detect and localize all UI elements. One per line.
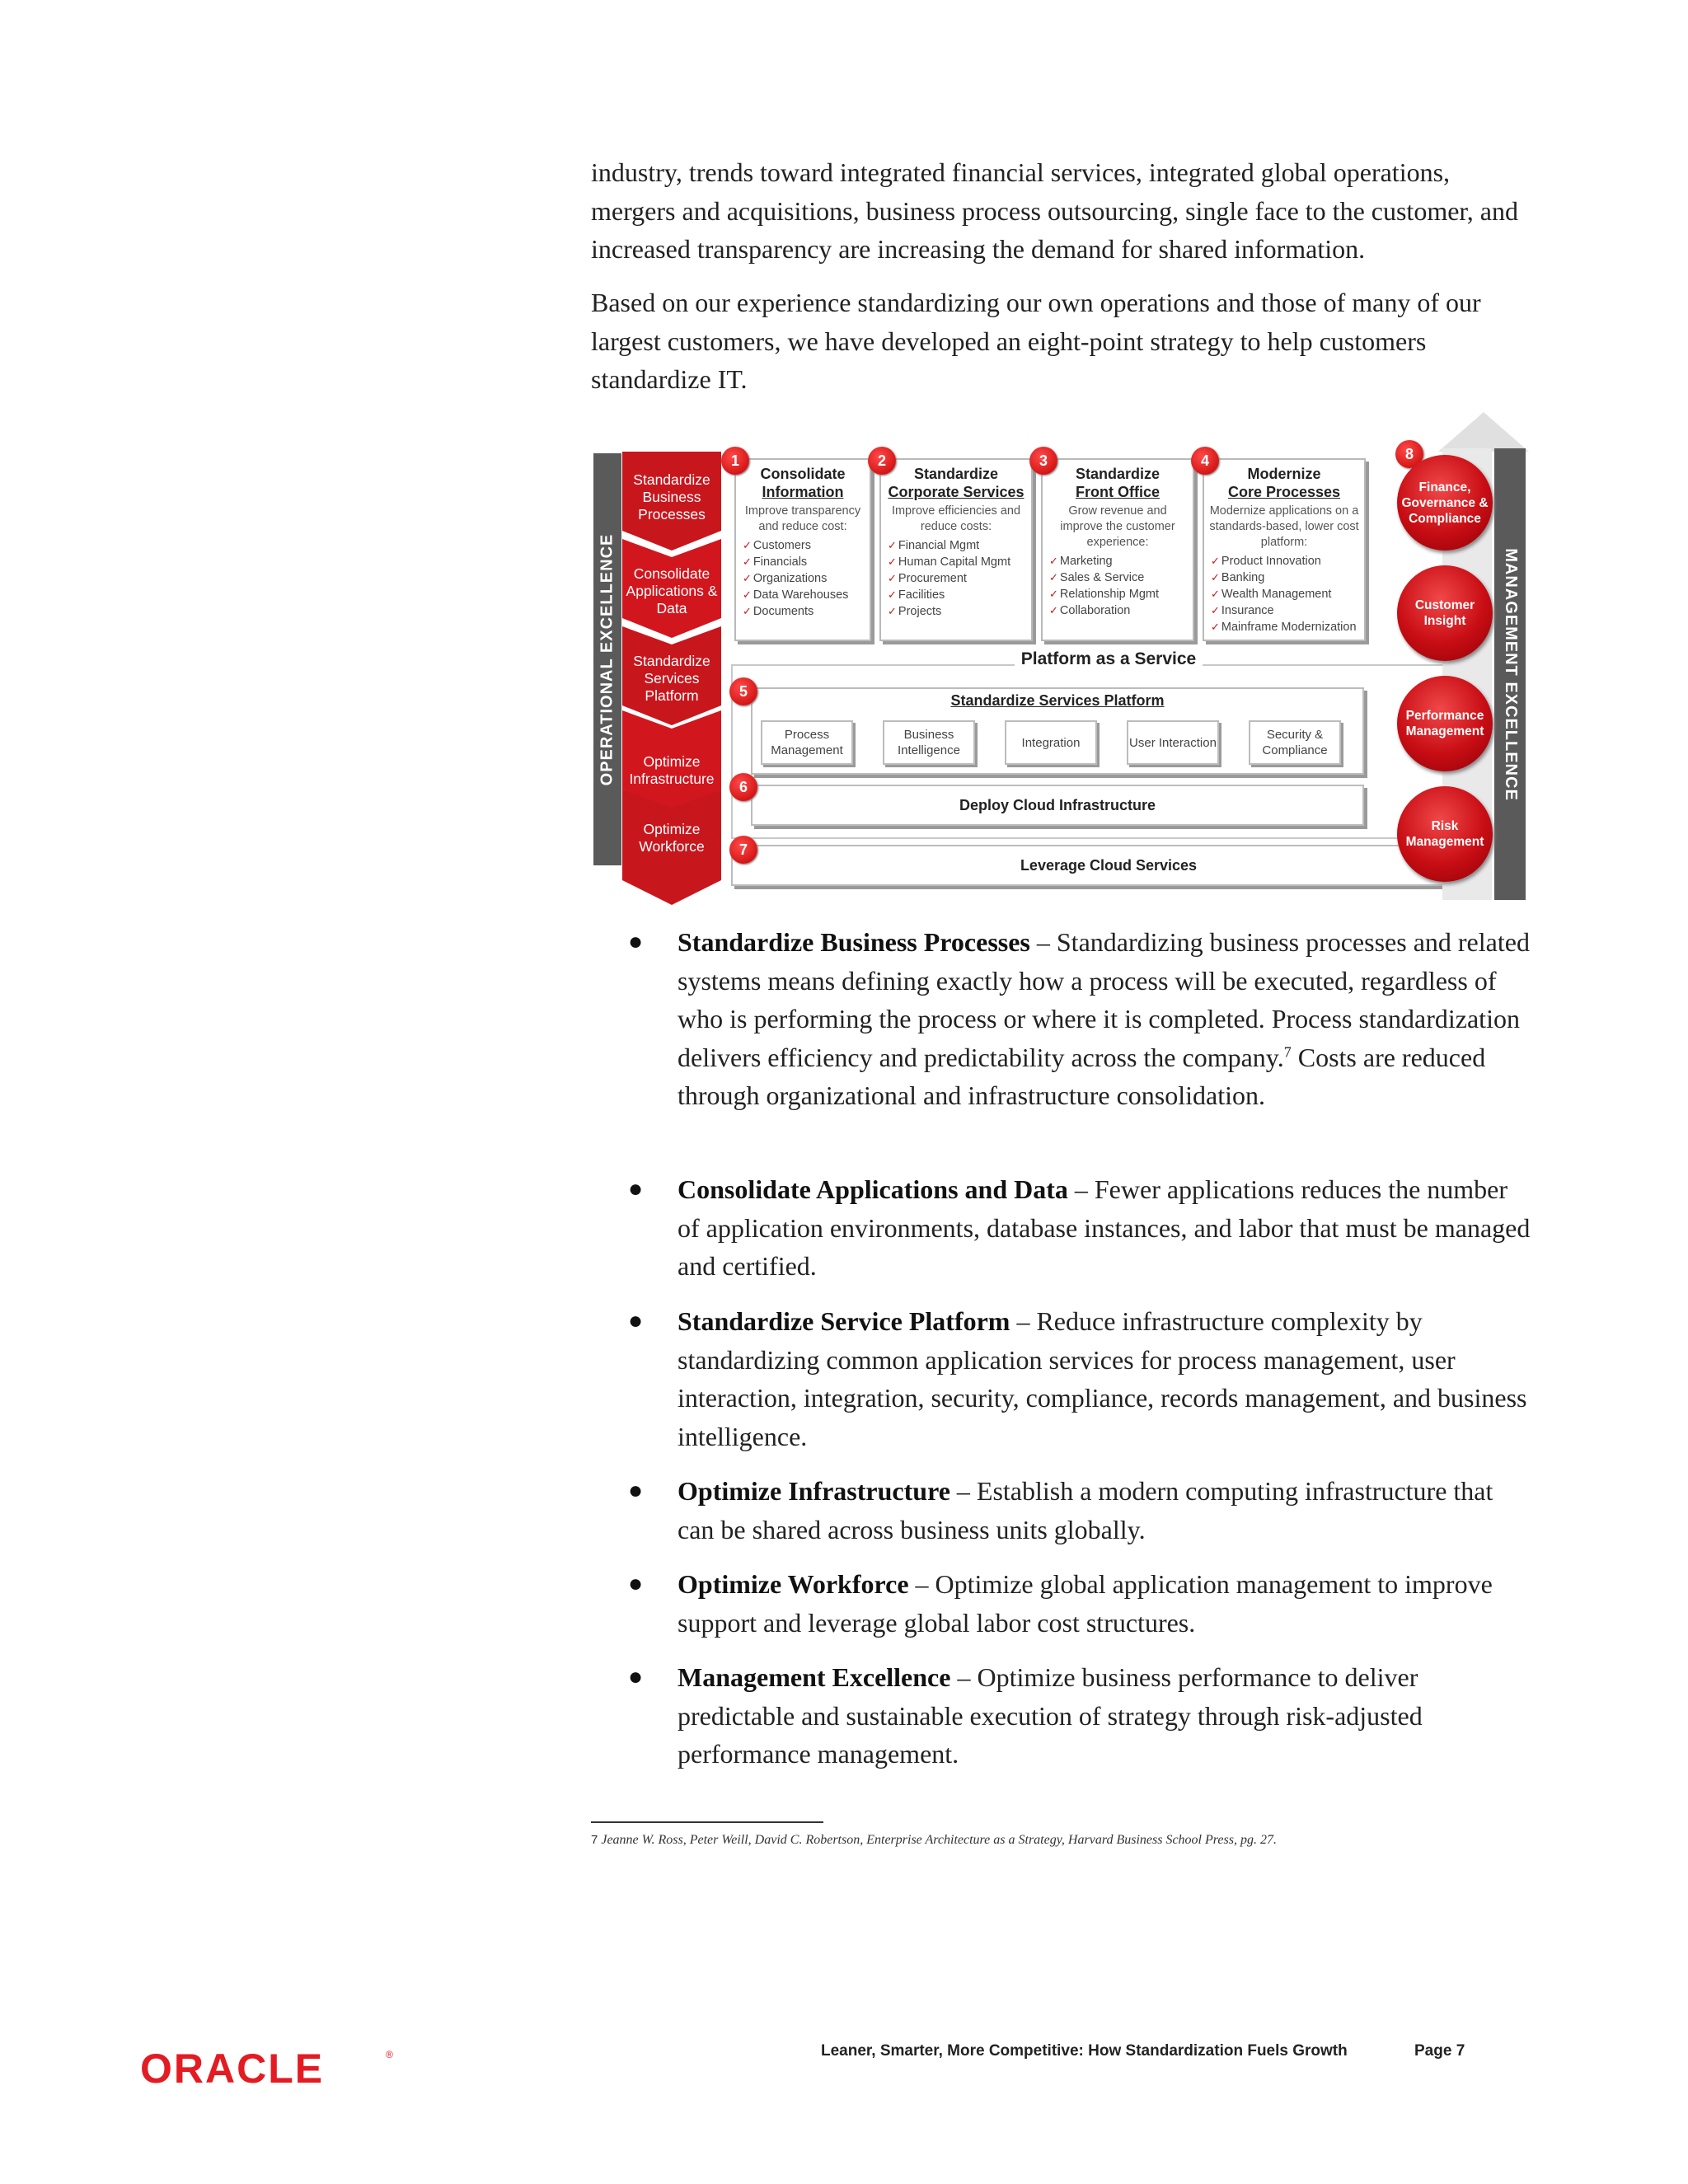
footer-document-title: Leaner, Smarter, More Competitive: How Standardization Fuels Growth (821, 2042, 1348, 2060)
column-consolidate-information (734, 458, 871, 641)
column-1-item: ✓ Organizations (743, 570, 870, 587)
bullet-text: – Fewer applications reduces the number of application environments, database instances, and labor that must be managed and certified. (678, 1174, 1531, 1281)
column-4-subtitle: Core Processes (1227, 484, 1341, 500)
bullet-text-continued: Costs are reduced through organizational and infrastructure consolidation. (678, 1042, 1486, 1110)
column-2-item: ✓ Human Capital Mgmt (888, 554, 1031, 570)
bullet-optimize-workforce (678, 1565, 1535, 1642)
column-4-title: Modernize (1247, 466, 1321, 482)
bullet-standardize-service-platform (678, 1302, 1535, 1455)
circle-customer-insight: Customer Insight (1397, 565, 1493, 661)
column-2-item: ✓ Projects (888, 603, 1031, 620)
column-2-subtitle: Corporate Services (888, 484, 1025, 500)
column-3-title: Standardize (1075, 466, 1160, 482)
standardize-services-platform-box (751, 687, 1364, 775)
bullet-marker: ● (628, 1663, 644, 1690)
column-2-item: ✓ Procurement (888, 570, 1031, 587)
bullet-term: Standardize Business Processes (678, 927, 1030, 957)
bullet-text: – Reduce infrastructure complexity by standardizing common application services for process management, user interaction, integration, security, compliance, records management, and business intelligence. (678, 1306, 1527, 1451)
service-process-management: Process Management (761, 720, 853, 765)
step-number-5: 5 (729, 677, 757, 705)
column-2-item: ✓ Financial Mgmt (888, 537, 1031, 554)
bullet-text: – Optimize global application management to improve support and leverage global labor cost structures. (678, 1569, 1493, 1638)
column-1-item: ✓ Data Warehouses (743, 587, 870, 603)
circle-risk-management: Risk Management (1397, 786, 1493, 882)
column-3-description: Grow revenue and improve the customer experience: (1060, 504, 1175, 549)
footnote-text: Jeanne W. Ross, Peter Weill, David C. Robertson, Enterprise Architecture as a Strategy, Harvard Business School Press, pg. 27. (601, 1833, 1277, 1847)
footnote-divider (591, 1821, 823, 1823)
bullet-marker: ● (628, 1175, 644, 1202)
oracle-logo-text: ORACLE (140, 2046, 325, 2092)
service-user-interaction: User Interaction (1127, 720, 1219, 765)
registered-mark: ® (386, 2049, 393, 2060)
column-2-item: ✓ Facilities (888, 587, 1031, 603)
management-excellence-label: MANAGEMENT EXCELLENCE (1501, 547, 1520, 801)
eight-point-strategy-diagram (589, 412, 1529, 907)
step-number-7: 7 (729, 836, 757, 864)
column-3-subtitle: Front Office (1076, 484, 1160, 500)
column-core-processes (1203, 458, 1366, 641)
column-1-subtitle: Information (762, 484, 844, 500)
footer-page-number: Page 7 (1414, 2042, 1465, 2060)
column-4-description: Modernize applications on a standards-based, lower cost platform: (1209, 504, 1359, 549)
column-1-item: ✓ Financials (743, 554, 870, 570)
chevron-label-4: Optimize Infrastructure (629, 753, 715, 787)
bullet-term: Optimize Infrastructure (678, 1476, 950, 1506)
column-2-title: Standardize (913, 466, 999, 482)
bullet-text: – Standardizing business processes and related systems means defining exactly how a process will be executed, regardless of who is performing the process or where it is completed. Process standardization delivers efficiency and predictability across the company. (678, 927, 1530, 1072)
chevron-label-1: Standardize Business Processes (633, 471, 710, 523)
column-1-description: Improve transparency and reduce cost: (744, 504, 861, 533)
column-3-item: ✓ Sales & Service (1049, 569, 1193, 586)
up-arrow-shape (1438, 412, 1529, 453)
step-number-8: 8 (1395, 440, 1423, 468)
chevron-label-3: Standardize Services Platform (633, 653, 710, 704)
step-number-3: 3 (1029, 447, 1057, 475)
bullet-term: Optimize Workforce (678, 1569, 909, 1599)
column-corporate-services (879, 458, 1033, 641)
column-4-item: ✓ Mainframe Modernization (1211, 619, 1364, 635)
column-1-title: Consolidate (760, 466, 846, 482)
service-security-compliance: Security & Compliance (1249, 720, 1341, 765)
bullet-text: – Optimize business performance to deliver predictable and sustainable execution of strategy through risk-adjusted performance management. (678, 1662, 1423, 1769)
chevron-label-2: Consolidate Applications & Data (626, 565, 718, 616)
bullet-marker: ● (628, 1307, 644, 1334)
oracle-logo (140, 2046, 396, 2092)
bullet-marker: ● (628, 928, 644, 955)
footnote (591, 1833, 1277, 1848)
column-1-item: ✓ Documents (743, 603, 870, 620)
column-3-item: ✓ Relationship Mgmt (1049, 586, 1193, 602)
bullet-standardize-business-processes (678, 923, 1535, 1115)
intro-paragraph-1: industry, trends toward integrated financial services, integrated global operations, mergers and acquisitions, business process outsourcing, single face to the customer, and increased transparency are increasing the demand for shared information. (591, 157, 1518, 264)
operational-excellence-label: OPERATIONAL EXCELLENCE (598, 533, 617, 785)
circle-finance-governance-compliance: Finance, Governance & Compliance (1397, 455, 1493, 551)
bullet-text: – Establish a modern computing infrastructure that can be shared across business units globally. (678, 1476, 1493, 1544)
deploy-cloud-infrastructure-band: Deploy Cloud Infrastructure (751, 785, 1364, 826)
step-number-4: 4 (1191, 447, 1219, 475)
column-front-office (1041, 458, 1194, 641)
bullet-term: Standardize Service Platform (678, 1306, 1010, 1336)
column-4-item: ✓ Banking (1211, 569, 1364, 586)
chevron-label-5: Optimize Workforce (639, 821, 705, 855)
service-business-intelligence: Business Intelligence (883, 720, 975, 765)
step-number-6: 6 (729, 773, 757, 801)
intro-paragraph-2: Based on our experience standardizing our own operations and those of many of our largest customers, we have developed an eight-point strategy to help customers standardize IT. (591, 288, 1481, 394)
bullet-term: Management Excellence (678, 1662, 951, 1692)
bullet-consolidate-applications-data (678, 1170, 1535, 1286)
bullet-marker: ● (628, 1570, 644, 1597)
column-2-description: Improve efficiencies and reduce costs: (891, 504, 1021, 533)
column-3-item: ✓ Marketing (1049, 553, 1193, 569)
column-1-item: ✓ Customers (743, 537, 870, 554)
column-3-item: ✓ Collaboration (1049, 602, 1193, 619)
step-number-1: 1 (721, 447, 749, 475)
footnote-number: 7 (591, 1833, 598, 1847)
services-platform-title: Standardize Services Platform (950, 692, 1165, 709)
column-4-item: ✓ Insurance (1211, 602, 1364, 619)
circle-performance-management: Performance Management (1397, 676, 1493, 771)
bullet-marker: ● (628, 1477, 644, 1504)
footnote-reference[interactable]: 7 (1283, 1043, 1292, 1060)
column-4-item: ✓ Wealth Management (1211, 586, 1364, 602)
column-4-item: ✓ Product Innovation (1211, 553, 1364, 569)
operational-excellence-bar (593, 453, 621, 865)
management-excellence-bar (1494, 448, 1526, 900)
bullet-optimize-infrastructure (678, 1472, 1535, 1549)
platform-as-a-service-title: Platform as a Service (1015, 649, 1203, 668)
step-number-2: 2 (868, 447, 896, 475)
bullet-management-excellence (678, 1658, 1535, 1774)
bullet-term: Consolidate Applications and Data (678, 1174, 1068, 1204)
service-integration: Integration (1005, 720, 1097, 765)
leverage-cloud-services-band: Leverage Cloud Services (731, 845, 1486, 886)
